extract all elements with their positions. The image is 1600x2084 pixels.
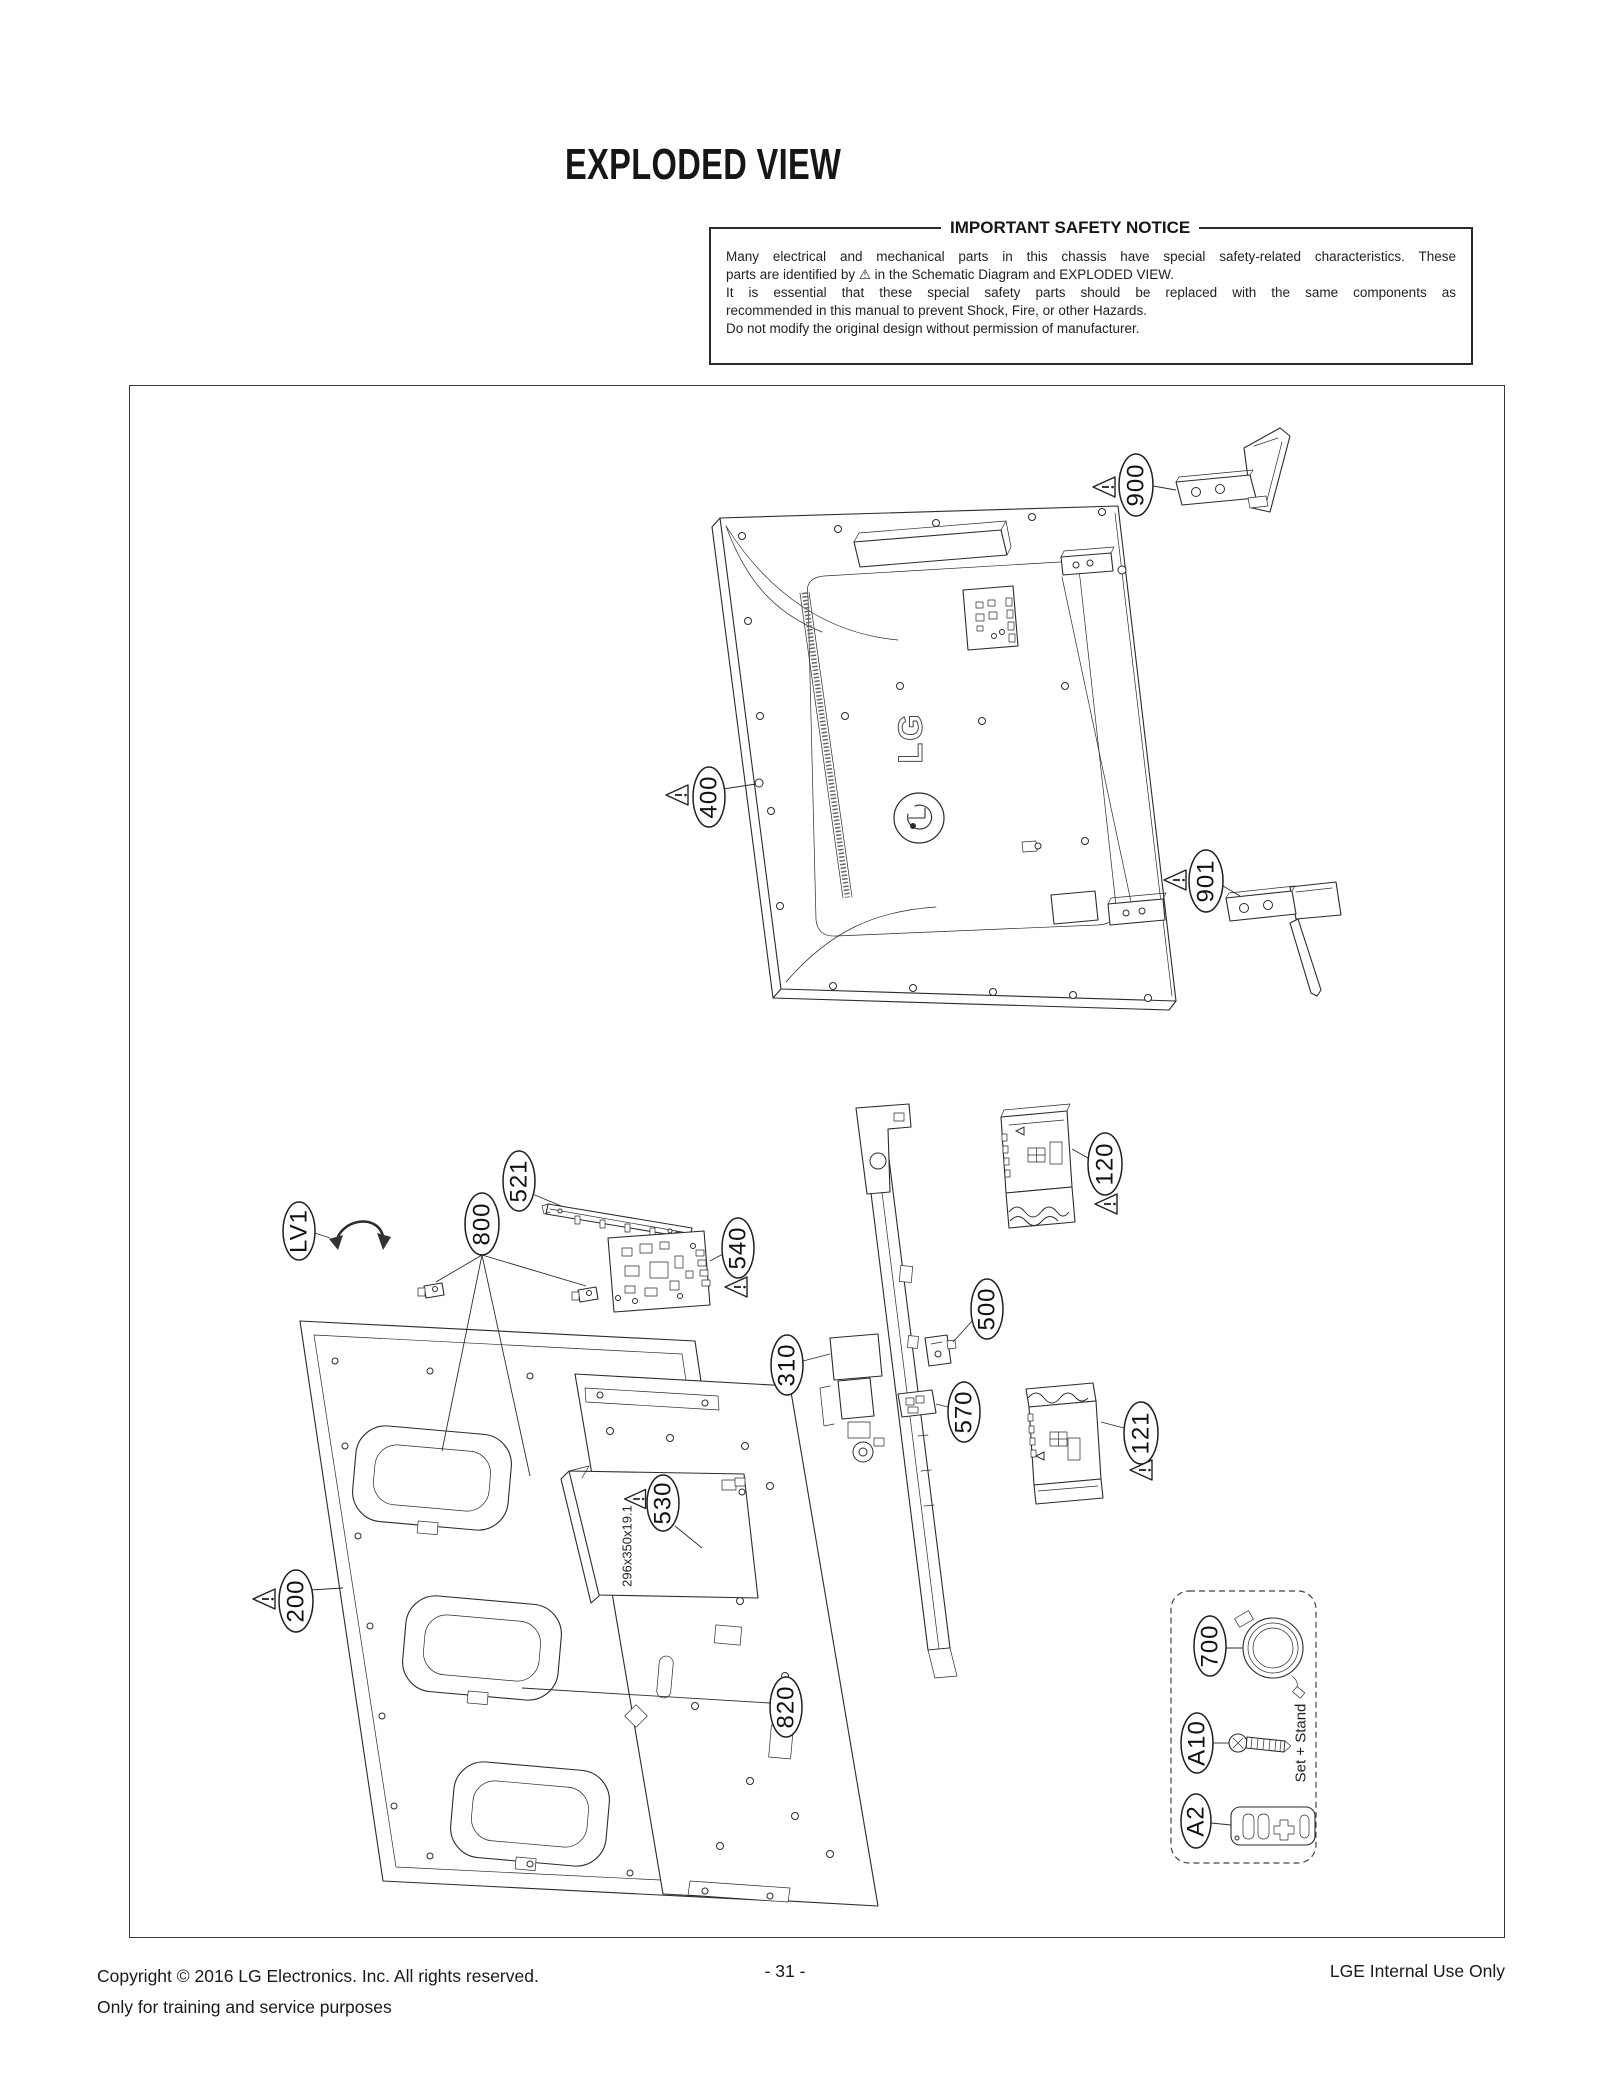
svg-text:LV1: LV1 [285,1209,313,1253]
notice-line: recommended in this manual to prevent Shock, Fire, or other Hazards. [726,303,1147,318]
warning-triangle-icon [1093,477,1115,497]
footer-copyright-line2: Only for training and service purposes [97,1997,392,2017]
part-500 [925,1279,1003,1366]
part-label-900 [1119,454,1153,516]
notice-line: It is essential that these special safety parts should be replaced with the same components as [726,285,1456,300]
part-label-120 [1088,1133,1122,1195]
power-cord-700 [1194,1611,1305,1699]
part-label-820 [770,1677,802,1737]
stand-901 [1164,850,1341,996]
power-board-121 [1026,1383,1158,1504]
svg-text:700: 700 [1196,1624,1224,1668]
footer-copyright [97,1961,539,2023]
footer-copyright-line1: Copyright © 2016 LG Electronics. Inc. All rights reserved. [97,1966,539,1986]
svg-text:521: 521 [505,1159,533,1203]
svg-text:200: 200 [282,1579,310,1623]
lg-embossed-text: LG [892,712,930,764]
svg-text:820: 820 [772,1685,800,1729]
svg-text:540: 540 [724,1226,752,1270]
cable-lv1 [283,1202,391,1260]
accessory-box [1171,1591,1316,1863]
svg-text:900: 900 [1122,463,1150,507]
svg-text:570: 570 [950,1390,978,1434]
notice-line: Do not modify the original design without permission of manufacturer. [726,321,1140,336]
part-label-a10 [1181,1713,1213,1773]
part-label-a2 [1181,1794,1211,1848]
page-title: EXPLODED VIEW [565,140,842,189]
module-size-note: 296x350x19.1 [619,1505,635,1587]
svg-text:800: 800 [468,1202,496,1246]
safety-notice-body [711,229,1471,338]
label-200 [253,1570,343,1632]
warning-triangle-icon [1164,870,1186,890]
svg-text:310: 310 [773,1343,801,1387]
svg-text:530: 530 [649,1481,677,1525]
stand-900 [1093,428,1290,516]
part-label-570 [948,1382,980,1442]
part-label-530 [647,1475,679,1531]
svg-text:121: 121 [1127,1411,1155,1455]
exploded-view-diagram [130,386,1502,1935]
safety-notice-box [709,218,1473,365]
jack-board [963,586,1018,650]
part-label-121 [1124,1402,1158,1464]
warning-triangle-icon [725,1277,747,1297]
remote-a2 [1181,1794,1315,1848]
svg-text:A2: A2 [1182,1805,1210,1837]
warning-triangle-icon [1095,1194,1117,1214]
warning-triangle-icon [666,785,688,805]
part-label-lv1 [283,1202,315,1260]
part-label-200 [279,1570,313,1632]
svg-text:901: 901 [1192,859,1220,903]
part-label-700 [1194,1616,1226,1676]
part-label-521 [503,1151,535,1211]
bracket-521 [503,1151,692,1240]
footer-page-number: - 31 - [764,1961,806,1981]
part-label-901 [1189,850,1223,912]
svg-text:400: 400 [695,775,723,819]
notice-line: Many electrical and mechanical parts in this chassis have special safety-related characteristics. These [726,249,1456,264]
part-label-400 [693,767,725,827]
part-label-540 [722,1218,754,1278]
lg-logo [894,793,944,843]
svg-text:500: 500 [973,1287,1001,1331]
exploded-view-frame [129,385,1505,1938]
screw-a10 [1181,1713,1291,1773]
warning-triangle-icon [253,1589,275,1609]
part-label-800 [465,1193,499,1255]
accessory-group-label: Set + Stand [1292,1703,1310,1783]
svg-text:120: 120 [1091,1142,1119,1186]
svg-text:A10: A10 [1183,1720,1211,1766]
footer-right-note: LGE Internal Use Only [1329,1961,1505,1981]
power-board-120 [1001,1104,1122,1228]
notice-line: parts are identified by ⚠ in the Schematic Diagram and EXPLODED VIEW. [726,267,1175,282]
tv-back-cover [666,506,1176,1010]
safety-notice-title: IMPORTANT SAFETY NOTICE [941,218,1199,238]
part-label-500 [971,1279,1003,1339]
part-label-310 [771,1335,803,1395]
